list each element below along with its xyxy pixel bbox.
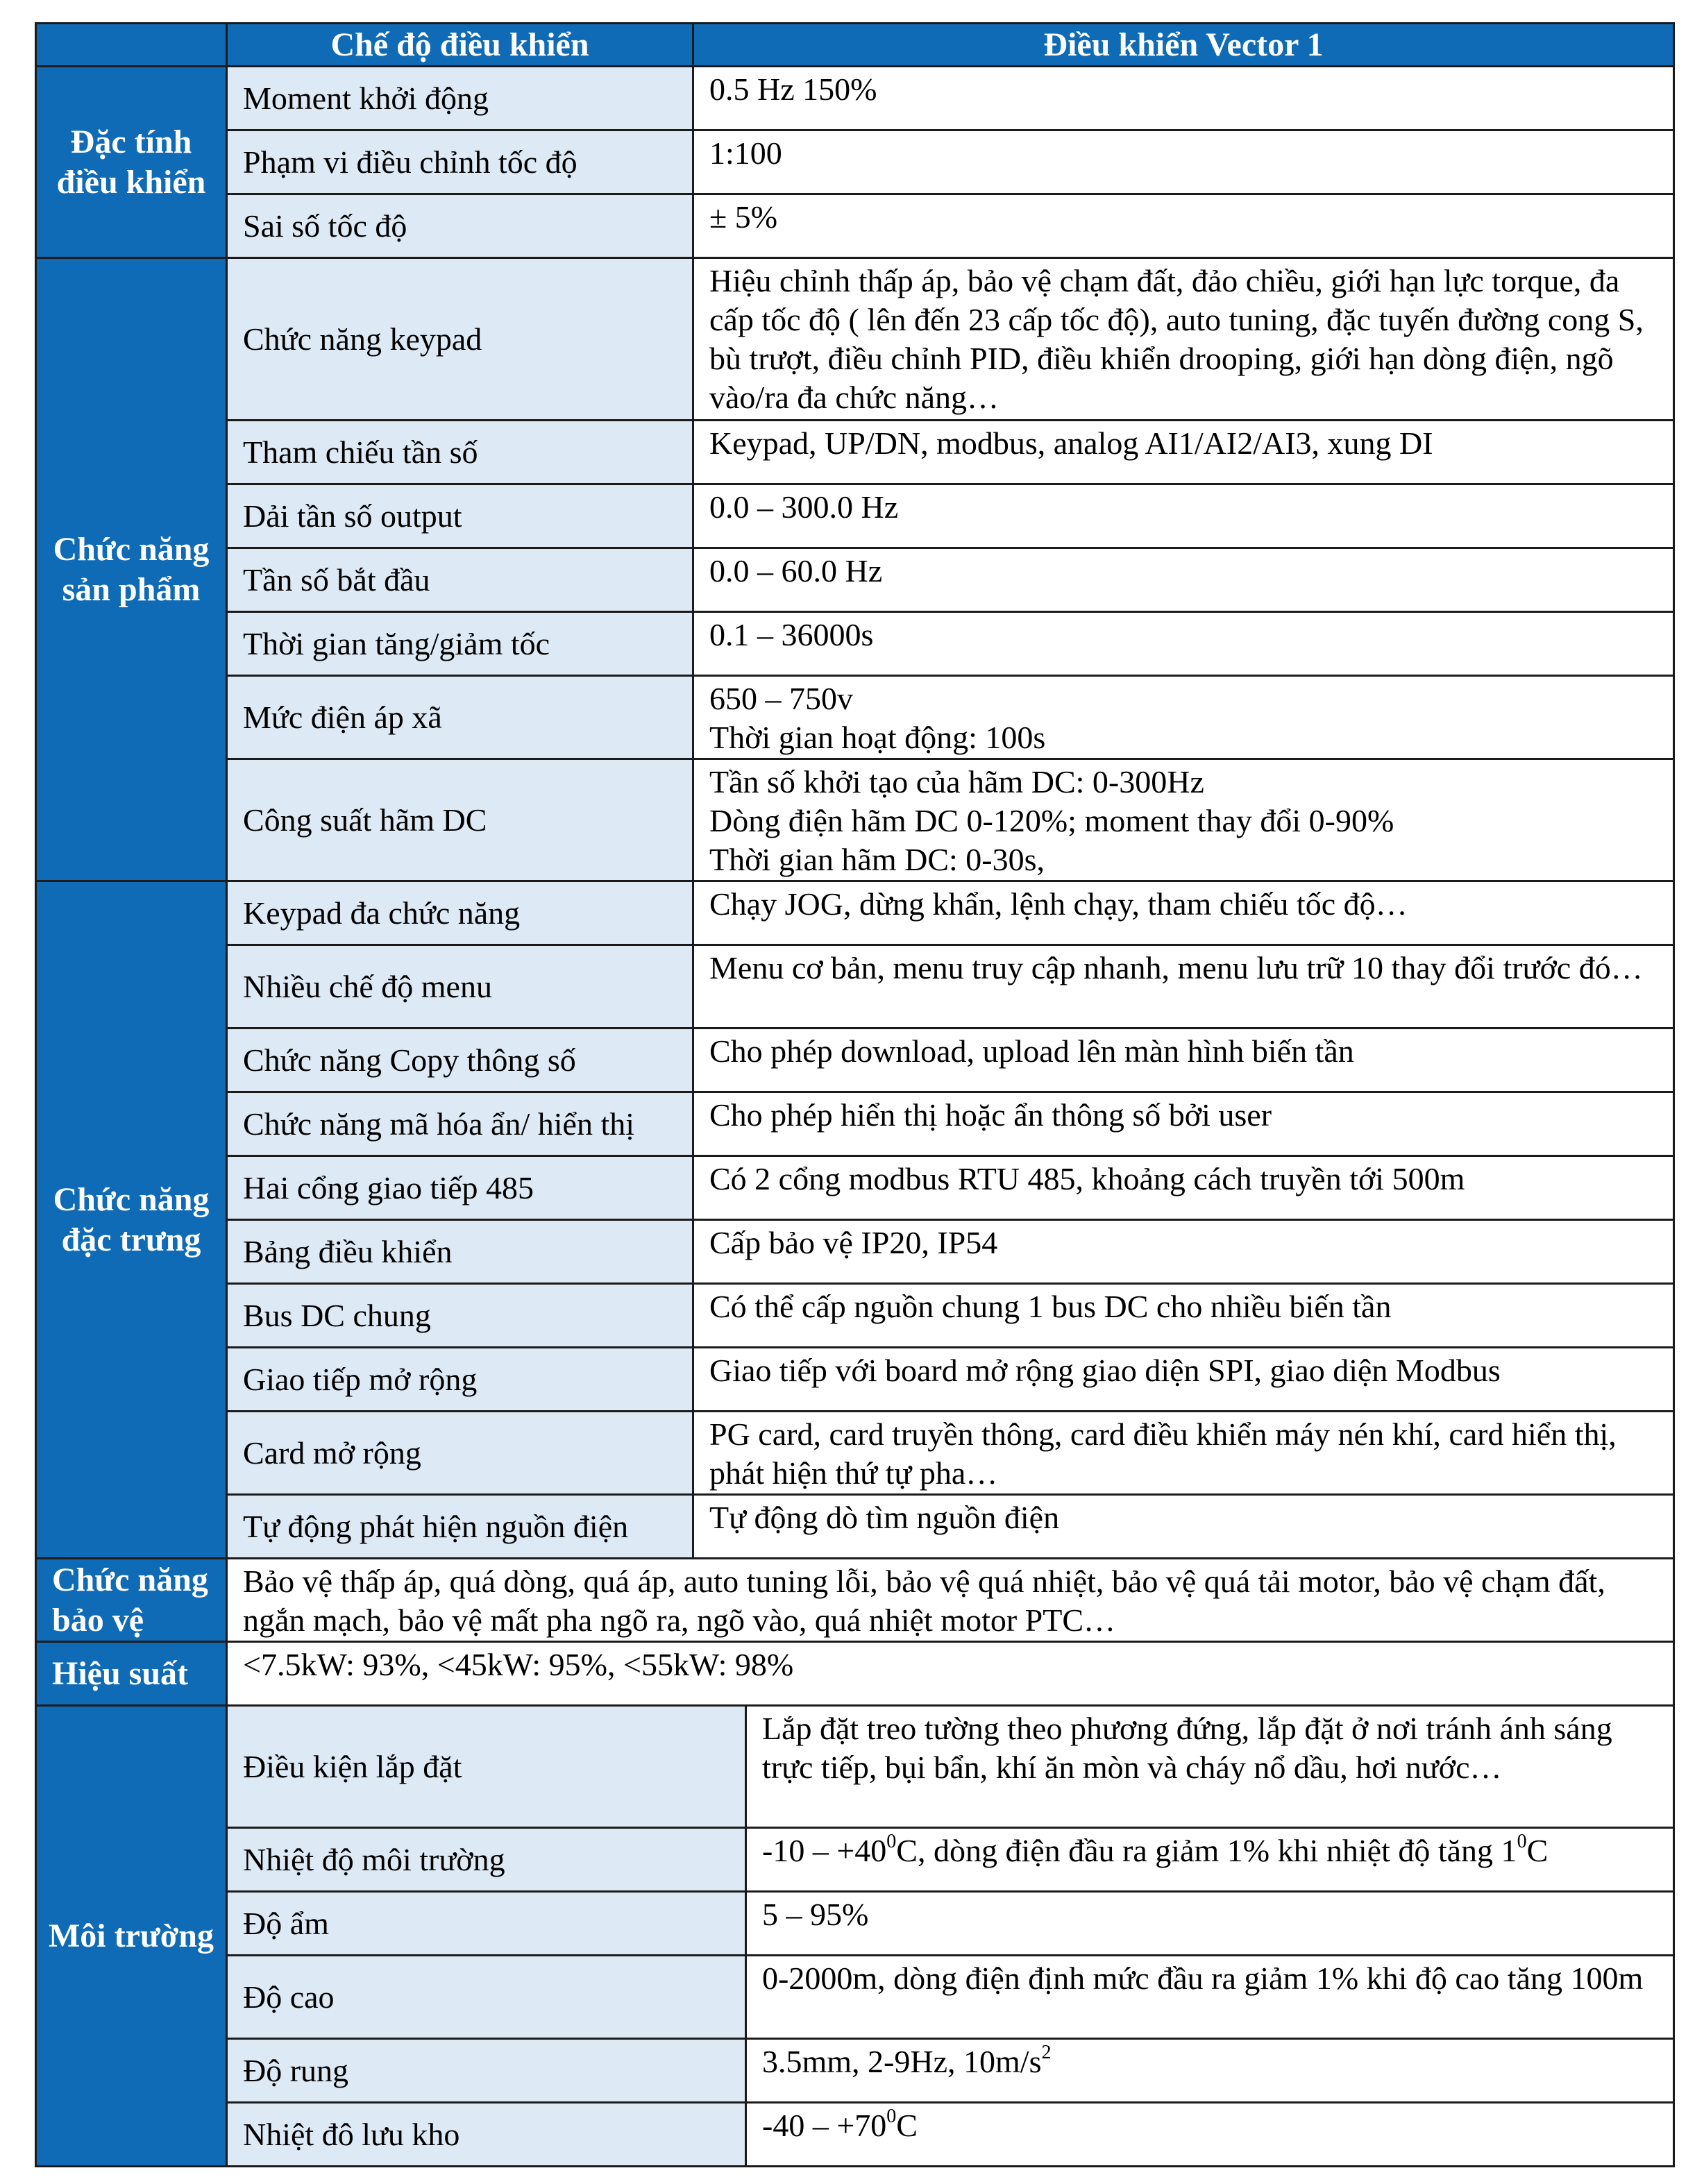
table-row xyxy=(36,612,1674,676)
row-label: Bus DC chung xyxy=(227,1284,693,1348)
row-label: Card mở rộng xyxy=(227,1412,693,1495)
row-value xyxy=(693,759,1674,881)
table-row xyxy=(36,1495,1674,1559)
row-value: Giao tiếp với board mở rộng giao diện SPI, giao diện Modbus xyxy=(693,1348,1674,1412)
superscript: 0 xyxy=(886,2106,897,2127)
table-row xyxy=(36,2039,1674,2103)
spec-table xyxy=(35,22,1675,2167)
row-value: 0.0 – 300.0 Hz xyxy=(693,484,1674,548)
table-row xyxy=(36,548,1674,612)
row-label: Nhiệt độ môi trường xyxy=(227,1828,746,1892)
header-mode-value: Điều khiển Vector 1 xyxy=(693,24,1674,67)
superscript: 2 xyxy=(1041,2042,1052,2063)
table-row xyxy=(36,676,1674,759)
table-row xyxy=(36,1706,1674,1828)
table-row xyxy=(36,1828,1674,1892)
row-label: Độ ẩm xyxy=(227,1892,746,1956)
table-row xyxy=(36,1348,1674,1412)
value-part: C xyxy=(1526,1833,1549,1868)
table-row xyxy=(36,1284,1674,1348)
row-label: Mức điện áp xã xyxy=(227,676,693,759)
section-title-efficiency: Hiệu suất xyxy=(36,1642,227,1706)
value-part: C xyxy=(896,2108,918,2143)
table-row xyxy=(36,1642,1674,1706)
value-line: Thời gian hãm DC: 0-30s, xyxy=(709,842,1045,877)
row-value: PG card, card truyền thông, card điều khiển máy nén khí, card hiển thị, phát hiện thứ tự pha… xyxy=(693,1412,1674,1495)
row-value: Cho phép download, upload lên màn hình biến tần xyxy=(693,1028,1674,1092)
table-row xyxy=(36,1092,1674,1156)
value-line: Dòng điện hãm DC 0-120%; moment thay đổi 0-90% xyxy=(709,803,1394,838)
row-label: Thời gian tăng/giảm tốc xyxy=(227,612,693,676)
row-label: Độ cao xyxy=(227,1956,746,2039)
section-title-environment: Môi trường xyxy=(36,1706,227,2167)
row-value: Tự động dò tìm nguồn điện xyxy=(693,1495,1674,1559)
row-label: Tần số bắt đầu xyxy=(227,548,693,612)
value-part: -10 – +40 xyxy=(762,1833,887,1868)
row-value: ± 5% xyxy=(693,194,1674,258)
value-part: -40 – +70 xyxy=(762,2108,887,2143)
section-title-protection: Chức năng bảo vệ xyxy=(36,1559,227,1642)
row-value: Cho phép hiển thị hoặc ẩn thông số bởi user xyxy=(693,1092,1674,1156)
row-label: Bảng điều khiển xyxy=(227,1220,693,1284)
header-mode-label: Chế độ điều khiển xyxy=(227,24,693,67)
row-value xyxy=(693,676,1674,759)
row-label: Dải tần số output xyxy=(227,484,693,548)
row-label: Giao tiếp mở rộng xyxy=(227,1348,693,1412)
value-line: Thời gian hoạt động: 100s xyxy=(709,720,1046,755)
header-row xyxy=(36,24,1674,67)
table-row xyxy=(36,194,1674,258)
row-label: Điều kiện lắp đặt xyxy=(227,1706,746,1828)
row-label: Sai số tốc độ xyxy=(227,194,693,258)
table-row xyxy=(36,1156,1674,1220)
row-label: Chức năng Copy thông số xyxy=(227,1028,693,1092)
table-row xyxy=(36,1412,1674,1495)
table-row xyxy=(36,945,1674,1028)
row-value: Có 2 cổng modbus RTU 485, khoảng cách truyền tới 500m xyxy=(693,1156,1674,1220)
table-row xyxy=(36,1892,1674,1956)
row-value: Chạy JOG, dừng khẩn, lệnh chạy, tham chiếu tốc độ… xyxy=(693,881,1674,945)
row-label: Chức năng keypad xyxy=(227,258,693,421)
superscript: 0 xyxy=(886,1831,897,1852)
header-corner xyxy=(36,24,227,67)
table-row xyxy=(36,1559,1674,1642)
superscript: 0 xyxy=(1517,1831,1527,1852)
efficiency-value: <7.5kW: 93%, <45kW: 95%, <55kW: 98% xyxy=(227,1642,1674,1706)
table-row xyxy=(36,1028,1674,1092)
value-line: Tần số khởi tạo của hãm DC: 0-300Hz xyxy=(709,764,1204,799)
row-value xyxy=(746,2103,1674,2167)
row-value: Menu cơ bản, menu truy cập nhanh, menu lưu trữ 10 thay đổi trước đó… xyxy=(693,945,1674,1028)
table-row xyxy=(36,67,1674,130)
row-label: Phạm vi điều chỉnh tốc độ xyxy=(227,130,693,194)
row-value xyxy=(746,2039,1674,2103)
value-line: 650 – 750v xyxy=(709,681,853,716)
section-title-features: Chức năng đặc trưng xyxy=(36,881,227,1559)
section-title-product: Chức năng sản phẩm xyxy=(36,258,227,881)
row-label: Hai cổng giao tiếp 485 xyxy=(227,1156,693,1220)
table-row xyxy=(36,484,1674,548)
table-row xyxy=(36,421,1674,484)
table-row xyxy=(36,881,1674,945)
row-label: Tham chiếu tần số xyxy=(227,421,693,484)
row-label: Chức năng mã hóa ẩn/ hiển thị xyxy=(227,1092,693,1156)
value-part: 3.5mm, 2-9Hz, 10m/s xyxy=(762,2044,1042,2079)
row-label: Keypad đa chức năng xyxy=(227,881,693,945)
table-row xyxy=(36,759,1674,881)
value-part: C, dòng điện đầu ra giảm 1% khi nhiệt độ tăng 1 xyxy=(896,1833,1517,1868)
row-value: Có thể cấp nguồn chung 1 bus DC cho nhiều biến tần xyxy=(693,1284,1674,1348)
row-label: Nhiều chế độ menu xyxy=(227,945,693,1028)
row-value: 0.1 – 36000s xyxy=(693,612,1674,676)
row-value: 0.0 – 60.0 Hz xyxy=(693,548,1674,612)
section-title-control: Đặc tính điều khiển xyxy=(36,67,227,258)
table-row xyxy=(36,130,1674,194)
table-row xyxy=(36,258,1674,421)
row-value: 1:100 xyxy=(693,130,1674,194)
row-value: 0.5 Hz 150% xyxy=(693,67,1674,130)
row-label: Tự động phát hiện nguồn điện xyxy=(227,1495,693,1559)
table-row xyxy=(36,1956,1674,2039)
row-value xyxy=(746,1828,1674,1892)
table-row xyxy=(36,1220,1674,1284)
row-value: Keypad, UP/DN, modbus, analog AI1/AI2/AI3, xung DI xyxy=(693,421,1674,484)
table-row xyxy=(36,2103,1674,2167)
row-label: Nhiệt đô lưu kho xyxy=(227,2103,746,2167)
row-label: Moment khởi động xyxy=(227,67,693,130)
row-value: Lắp đặt treo tường theo phương đứng, lắp đặt ở nơi tránh ánh sáng trực tiếp, bụi bẩn, khí ăn mòn và cháy nổ dầu, hơi nước… xyxy=(746,1706,1674,1828)
row-label: Công suất hãm DC xyxy=(227,759,693,881)
row-value: 0-2000m, dòng điện định mức đầu ra giảm 1% khi độ cao tăng 100m xyxy=(746,1956,1674,2039)
row-value: Cấp bảo vệ IP20, IP54 xyxy=(693,1220,1674,1284)
row-value: Hiệu chỉnh thấp áp, bảo vệ chạm đất, đảo chiều, giới hạn lực torque, đa cấp tốc độ ( lên đến 23 cấp tốc độ), auto tuning, đặc tuyến đường cong S, bù trượt, điều chỉnh PID, điều khiển drooping, giới hạn dòng điện, ngõ vào/ra đa chức năng… xyxy=(693,258,1674,421)
row-label: Độ rung xyxy=(227,2039,746,2103)
protection-value: Bảo vệ thấp áp, quá dòng, quá áp, auto tuning lỗi, bảo vệ quá nhiệt, bảo vệ quá tải motor, bảo vệ chạm đất, ngắn mạch, bảo vệ mất pha ngõ ra, ngõ vào, quá nhiệt motor PTC… xyxy=(227,1559,1674,1642)
row-value: 5 – 95% xyxy=(746,1892,1674,1956)
